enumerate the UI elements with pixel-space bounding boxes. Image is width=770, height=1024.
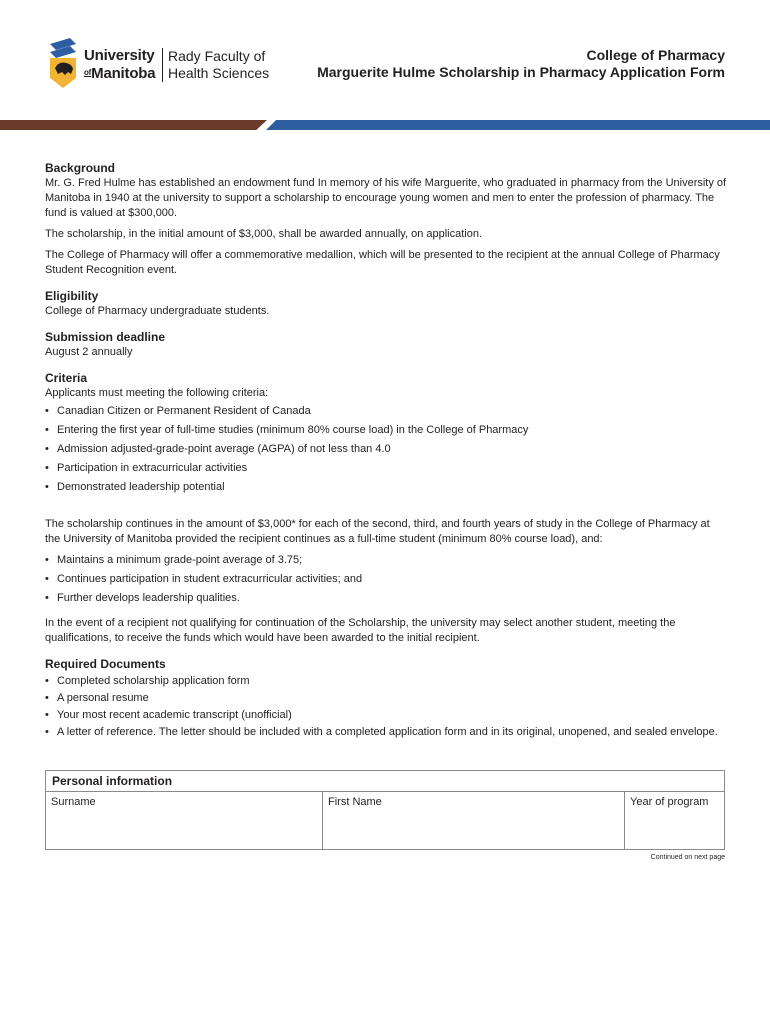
university-logo	[48, 38, 278, 90]
continuation-list	[45, 553, 727, 606]
list-item: • Entering the first year of full-time studies (minimum 80% course load) in the College of Pharmacy	[45, 423, 727, 438]
personal-information-form	[45, 770, 725, 850]
university-name: University $^{of}$Manitoba	[84, 47, 156, 82]
surname-label: Surname	[51, 796, 96, 808]
surname-field[interactable]	[46, 792, 323, 849]
header-rule-brown	[0, 120, 267, 130]
form-title: Marguerite Hulme Scholarship in Pharmacy Application Form	[317, 64, 725, 80]
criteria-list	[45, 404, 727, 495]
list-item: • Completed scholarship application form	[45, 674, 727, 689]
header-rule-blue	[266, 120, 770, 130]
logo-divider	[162, 48, 163, 82]
form-row	[46, 792, 724, 849]
personal-information-heading: Personal information	[46, 771, 724, 792]
criteria-heading: Criteria	[45, 371, 88, 385]
document-title	[317, 47, 725, 81]
documents-list	[45, 674, 727, 740]
replacement-paragraph: In the event of a recipient not qualifying for continuation of the Scholarship, the university may select another student, meeting the qualifications, to receive the funds which would have been awarded to the initial recipient.	[45, 617, 676, 644]
college-name: College of Pharmacy	[586, 47, 725, 63]
continued-note: Continued on next page	[650, 854, 725, 861]
list-item: • Continues participation in student extracurricular activities; and	[45, 572, 727, 587]
list-item: • Further develops leadership qualities.	[45, 591, 727, 606]
background-paragraph-3: The College of Pharmacy will offer a commemorative medallion, which will be presented to the recipient at the annual College of Pharmacy Student Recognition event.	[45, 249, 720, 276]
eligibility-heading: Eligibility	[45, 289, 99, 303]
background-heading: Background	[45, 161, 116, 175]
documents-heading: Required Documents	[45, 657, 166, 671]
eligibility-text: College of Pharmacy undergraduate students.	[45, 305, 270, 317]
deadline-text: August 2 annually	[45, 346, 133, 358]
first-name-field[interactable]	[323, 792, 625, 849]
background-paragraph-1: Mr. G. Fred Hulme has established an endowment fund In memory of his wife Marguerite, who graduated in pharmacy from the University of Manitoba in 1940 at the university to support a scholarship to encourage young women and men to enter the profession of pharmacy. The fund is valued at $300,000.	[45, 177, 727, 219]
year-of-program-label: Year of program	[630, 796, 709, 808]
list-item: • Maintains a minimum grade-point average of 3.75;	[45, 553, 727, 568]
background-paragraph-2: The scholarship, in the initial amount of $3,000, shall be awarded annually, on application.	[45, 228, 483, 240]
criteria-intro: Applicants must meeting the following criteria:	[45, 387, 269, 399]
list-item: • A letter of reference. The letter should be included with a completed application form and in its original, unopened, and sealed envelope.	[45, 725, 727, 740]
year-of-program-field[interactable]	[625, 792, 724, 849]
continuation-paragraph: The scholarship continues in the amount of $3,000* for each of the second, third, and fourth years of study in the College of Pharmacy at the University of Manitoba provided the recipient continues as a full-time student (minimum 80% course load), and:	[45, 518, 710, 545]
list-item: • Demonstrated leadership potential	[45, 480, 727, 495]
faculty-name: Rady Faculty of Health Sciences	[168, 48, 270, 81]
list-item: • Canadian Citizen or Permanent Resident of Canada	[45, 404, 727, 419]
deadline-heading: Submission deadline	[45, 330, 166, 344]
first-name-label: First Name	[328, 796, 382, 808]
page-header	[0, 0, 770, 120]
list-item: • Participation in extracurricular activities	[45, 461, 727, 476]
list-item: • A personal resume	[45, 691, 727, 706]
list-item: • Admission adjusted-grade-point average (AGPA) of not less than 4.0	[45, 442, 727, 457]
list-item: • Your most recent academic transcript (unofficial)	[45, 708, 727, 723]
bison-shield-icon	[48, 38, 78, 88]
document-body	[45, 160, 727, 740]
